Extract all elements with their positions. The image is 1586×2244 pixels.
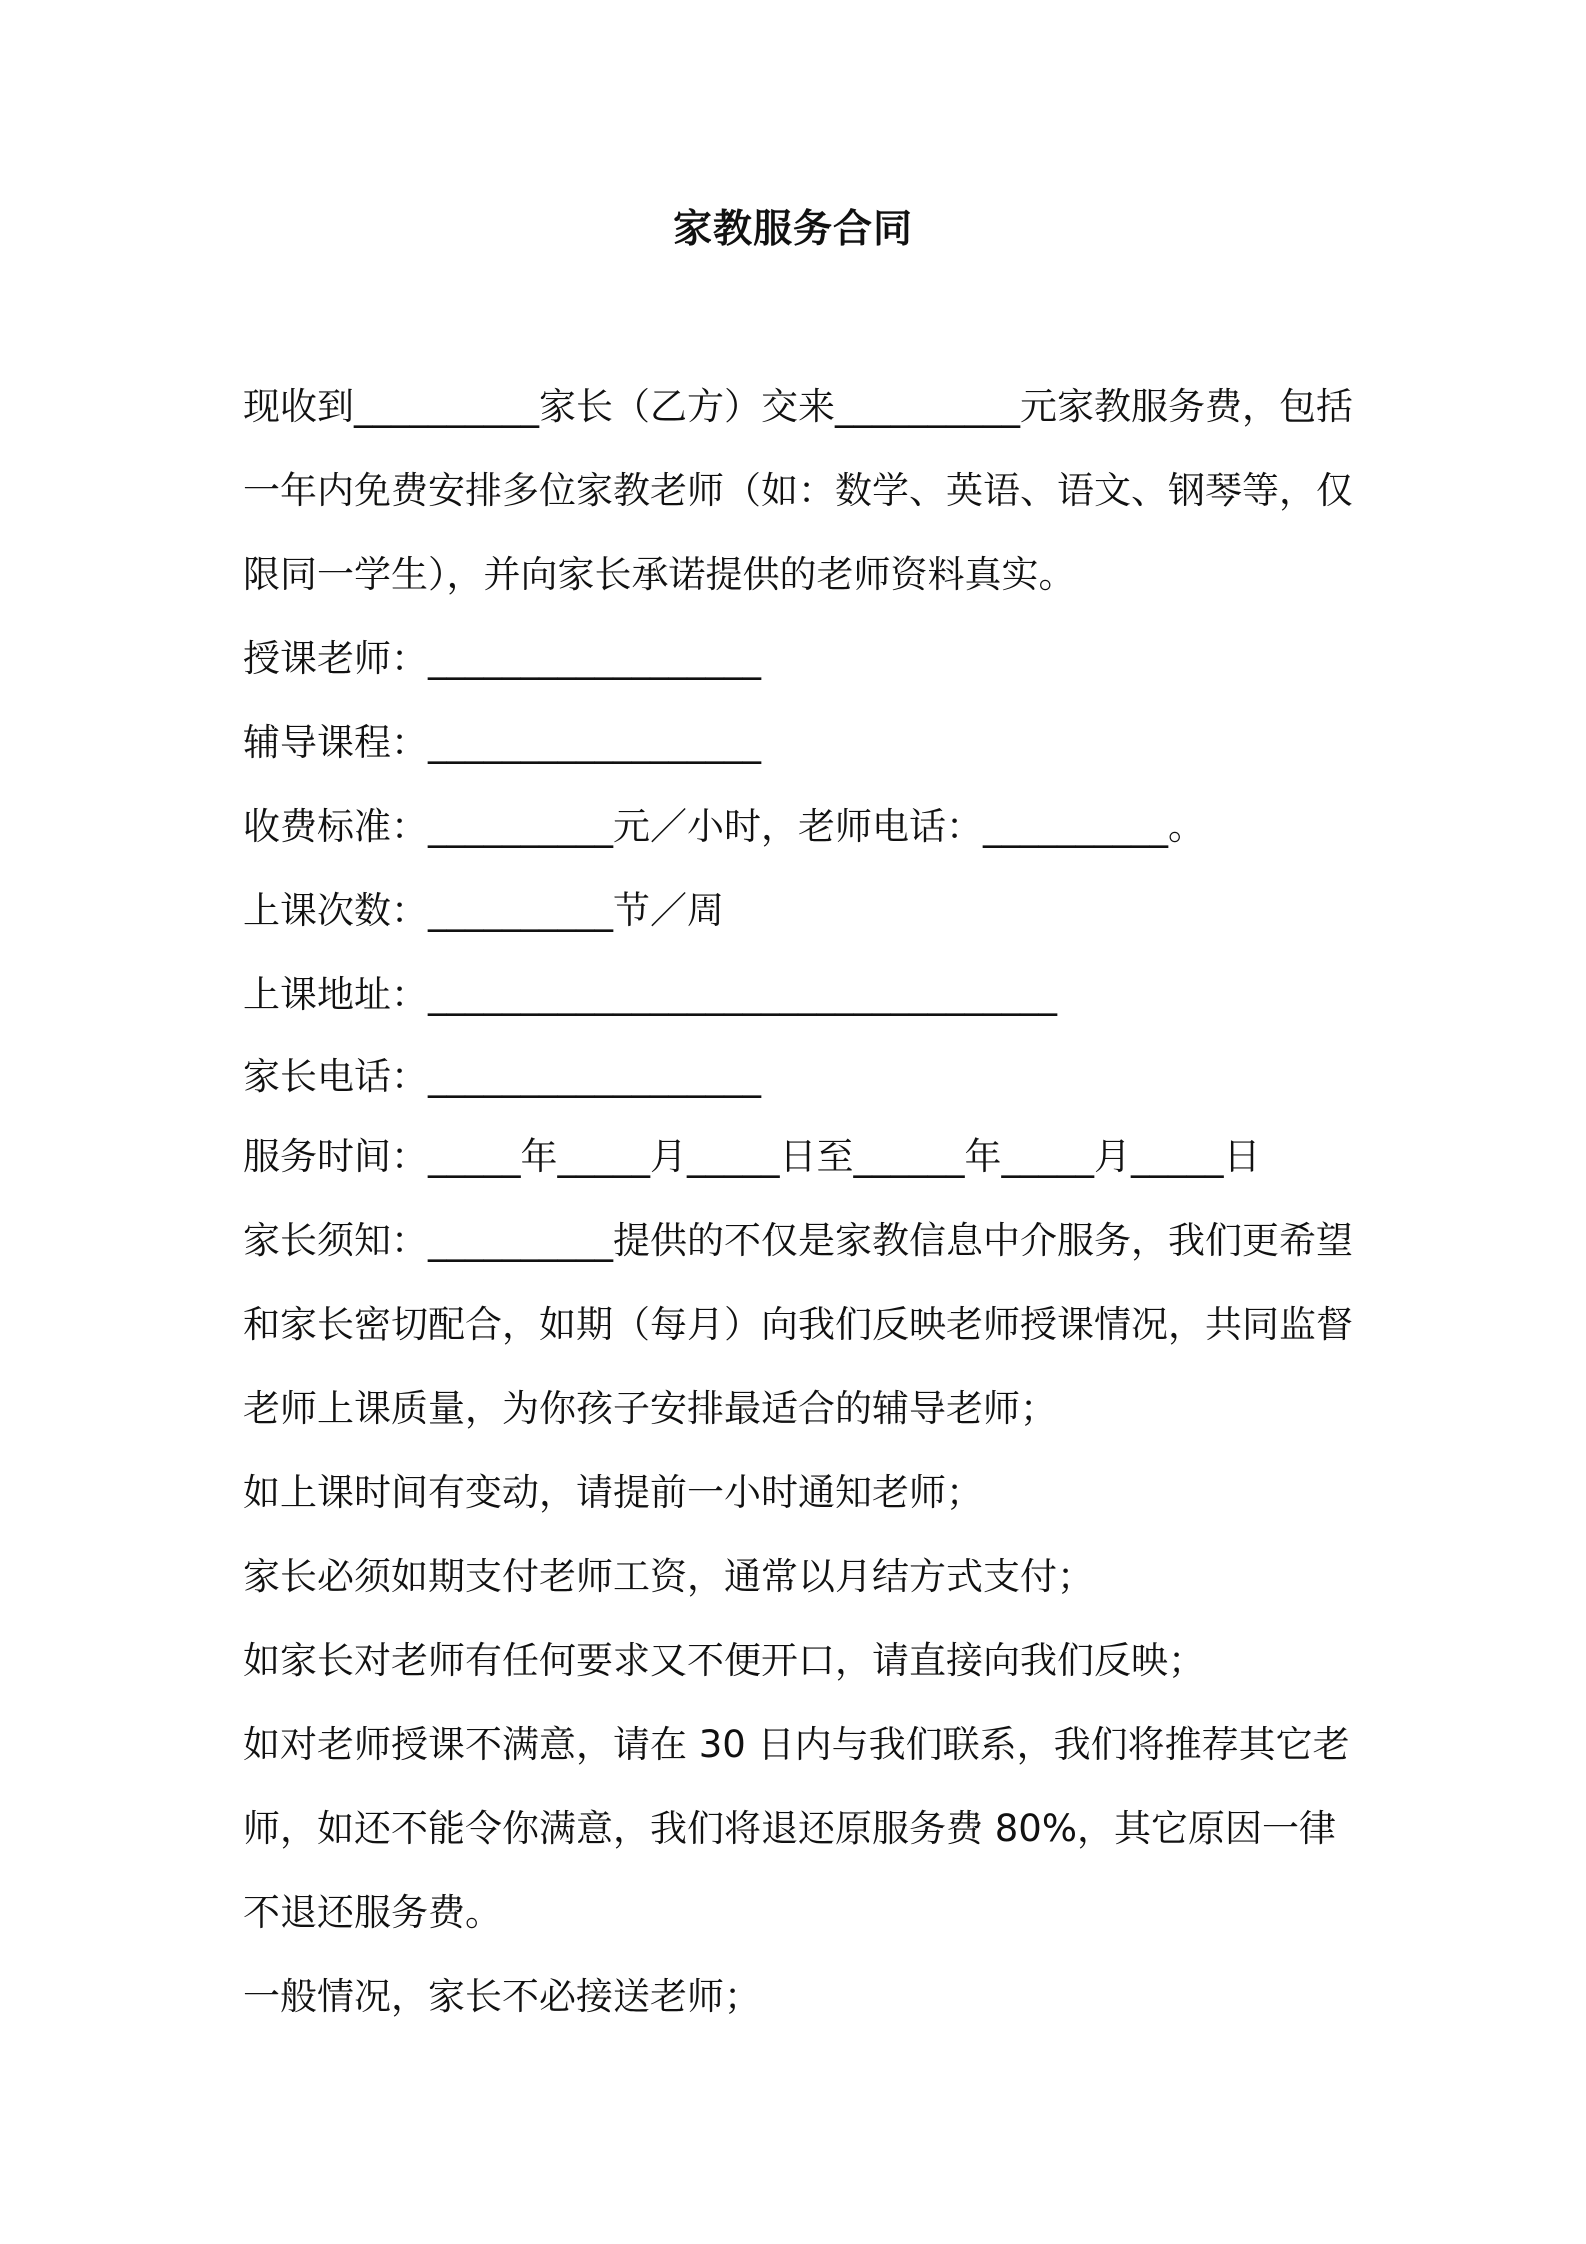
notice-item: 如对老师授课不满意，请在 30 日内与我们联系，我们将推荐其它老 — [243, 1723, 1350, 1766]
paragraph-line: 现收到__________家长（乙方）交来__________元家教服务费，包括 — [243, 385, 1353, 428]
field-teacher: 授课老师：__________________ — [243, 637, 761, 680]
paragraph-line: 一年内免费安排多位家教老师（如：数学、英语、语文、钢琴等，仅 — [243, 469, 1353, 512]
field-class-address: 上课地址：__________________________________ — [243, 973, 1057, 1016]
notice-item: 师，如还不能令你满意，我们将退还原服务费 80%，其它原因一律 — [243, 1807, 1336, 1850]
parent-notice-line: 家长须知：__________提供的不仅是家教信息中介服务，我们更希望 — [243, 1219, 1353, 1262]
paragraph-line: 限同一学生），并向家长承诺提供的老师资料真实。 — [243, 553, 1076, 596]
page-title: 家教服务合同 — [672, 207, 913, 252]
field-fee-standard: 收费标准：__________元／小时，老师电话：__________。 — [243, 805, 1205, 848]
parent-notice-line: 老师上课质量，为你孩子安排最适合的辅导老师； — [243, 1387, 1057, 1430]
notice-item: 如上课时间有变动，请提前一小时通知老师； — [243, 1471, 983, 1514]
parent-notice-line: 和家长密切配合，如期（每月）向我们反映老师授课情况，共同监督 — [243, 1303, 1353, 1346]
field-parent-phone: 家长电话：__________________ — [243, 1055, 761, 1098]
notice-item: 一般情况，家长不必接送老师； — [243, 1975, 761, 2018]
field-service-period: 服务时间：_____年_____月_____日至______年_____月_____日 — [243, 1135, 1261, 1178]
field-course: 辅导课程：__________________ — [243, 721, 761, 764]
notice-item: 如家长对老师有任何要求又不便开口，请直接向我们反映； — [243, 1639, 1205, 1682]
notice-item: 家长必须如期支付老师工资，通常以月结方式支付； — [243, 1555, 1094, 1598]
notice-item: 不退还服务费。 — [243, 1891, 502, 1934]
field-class-count: 上课次数：__________节／周 — [243, 889, 724, 932]
contract-body — [243, 365, 1363, 2039]
